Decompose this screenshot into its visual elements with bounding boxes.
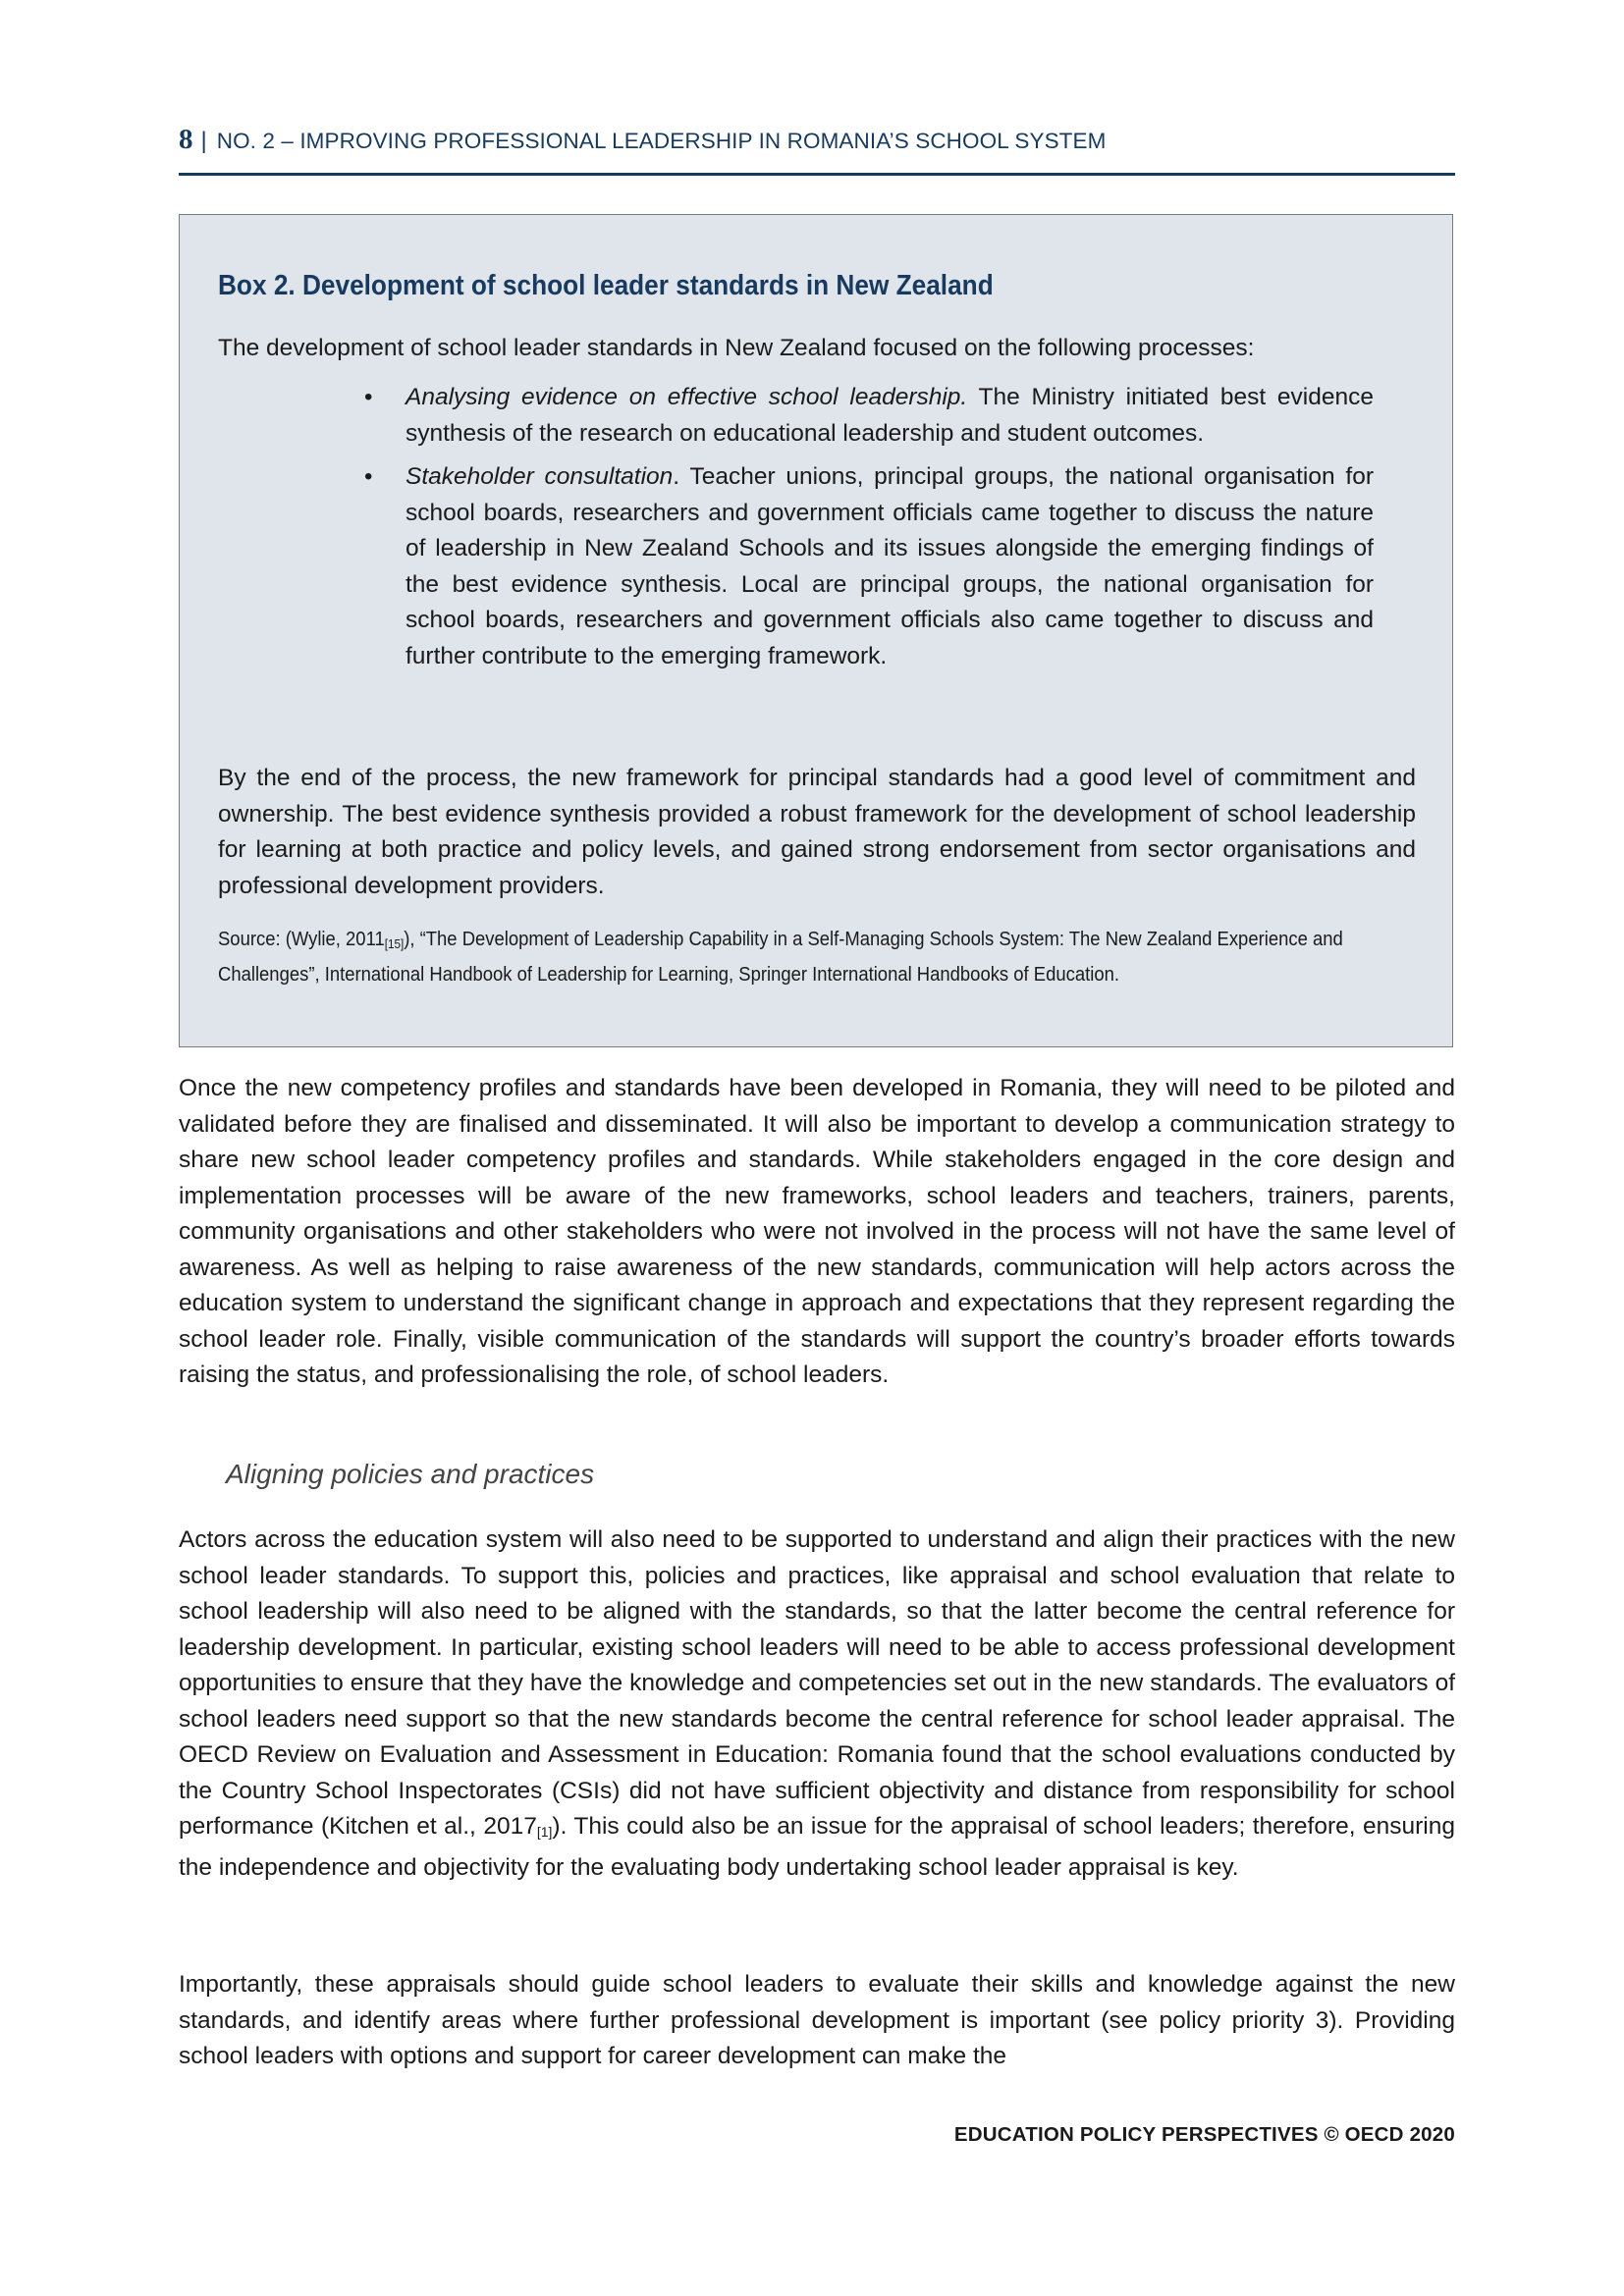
bullet-lead: Stakeholder consultation (406, 463, 674, 490)
box-closing: By the end of the process, the new framework for principal standards had a good level of commitment and ownership. The best evidence synthesis provided a robust framework for the development of school leadership for learning at both practice and policy levels, and gained strong endorsement from sector organisations and professional development providers. (218, 765, 1416, 899)
box-source (218, 924, 1411, 989)
bullet-text: The Ministry initiated best evidence synthesis of the research on educational leadership and student outcomes. (406, 384, 1374, 447)
source-text: Source: (Wylie, 2011 (218, 928, 385, 950)
source-text-rest: ), “The Development of Leadership Capability in a Self-Managing Schools System: The New Zealand Experience and Challenges”, International Handbook of Leadership for Learning, Springer International Handbooks of Education. (218, 928, 1343, 986)
header-separator: | (200, 128, 207, 154)
box-title: Box 2. Development of school leader standards in New Zealand (218, 270, 994, 301)
body-paragraph-1: Once the new competency profiles and standards have been developed in Romania, they will need to be piloted and validated before they are finalised and disseminated. It will also be important to develop a communication strategy to share new school leader competency profiles and standards. While stakeholders engaged in the core design and implementation processes will be aware of the new frameworks, school leaders and teachers, trainers, parents, community organisations and other stakeholders who were not involved in the process will not have the same level of awareness. As well as helping to raise awareness of the new standards, communication will help actors across the education system to understand the significant change in approach and expectations that they represent regarding the school leader role. Finally, visible communication of the standards will support the country’s broader efforts towards raising the status, and professionalising the role, of school leaders. (179, 1075, 1455, 1388)
header-rule (179, 173, 1455, 176)
page-footer: EDUCATION POLICY PERSPECTIVES © OECD 2020 (953, 2123, 1455, 2146)
running-title: NO. 2 – IMPROVING PROFESSIONAL LEADERSHIP IN ROMANIA’S SCHOOL SYSTEM (216, 129, 1107, 153)
paragraph-text-rest: ). This could also be an issue for the appraisal of school leaders; therefore, ensuring the independence and objectivity for the evaluating body undertaking school leader appraisal is key. (179, 1813, 1456, 1881)
citation-reference[interactable]: [1] (536, 1824, 553, 1840)
running-header (179, 124, 1455, 156)
bullet-lead: Analysing evidence on effective school leadership. (406, 384, 968, 410)
page-number: 8 (179, 124, 193, 155)
bullet-icon: • (364, 463, 373, 490)
paragraph-text: Actors across the education system will also need to be supported to understand and align their practices with the new school leader standards. To support this, policies and practices, like appraisal and school evaluation that relate to school leadership will also need to be aligned with the standards, so that the latter become the central reference for leadership development. In particular, existing school leaders will need to be able to access professional development opportunities to ensure that they have the knowledge and competencies set out in the new standards. The evaluators of school leaders need support so that the new standards become the central reference for school leader appraisal. The OECD Review on Evaluation and Assessment in Education: Romania found that the school evaluations conducted by the Country School Inspectorates (CSIs) did not have sufficient objectivity and distance from responsibility for school performance (Kitchen et al., 2017 (179, 1526, 1455, 1840)
section-subheading: Aligning policies and practices (226, 1459, 595, 1489)
source-reference[interactable]: [15] (384, 936, 405, 951)
box-2 (179, 214, 1453, 1047)
box-bullet-list (364, 380, 1374, 682)
box-bullet-item (364, 380, 1374, 452)
body-paragraph-3: Importantly, these appraisals should guide school leaders to evaluate their skills and knowledge against the new standards, and identify areas where further professional development is important (see policy priority 3). Providing school leaders with options and support for career development can make the (179, 1971, 1455, 2069)
body-paragraph-2 (179, 1522, 1455, 1886)
bullet-icon: • (364, 384, 373, 410)
bullet-text: . Teacher unions, principal groups, the national organisation for school boards, researchers and government officials came together to discuss the nature of leadership in New Zealand Schools and its issues alongside the emerging findings of the best evidence synthesis. Local are principal groups, the national organisation for school boards, researchers and government officials also came together to discuss and further contribute to the emerging framework. (406, 463, 1374, 669)
box-intro: The development of school leader standards in New Zealand focused on the following processes: (218, 335, 1255, 361)
box-bullet-item (364, 459, 1374, 674)
